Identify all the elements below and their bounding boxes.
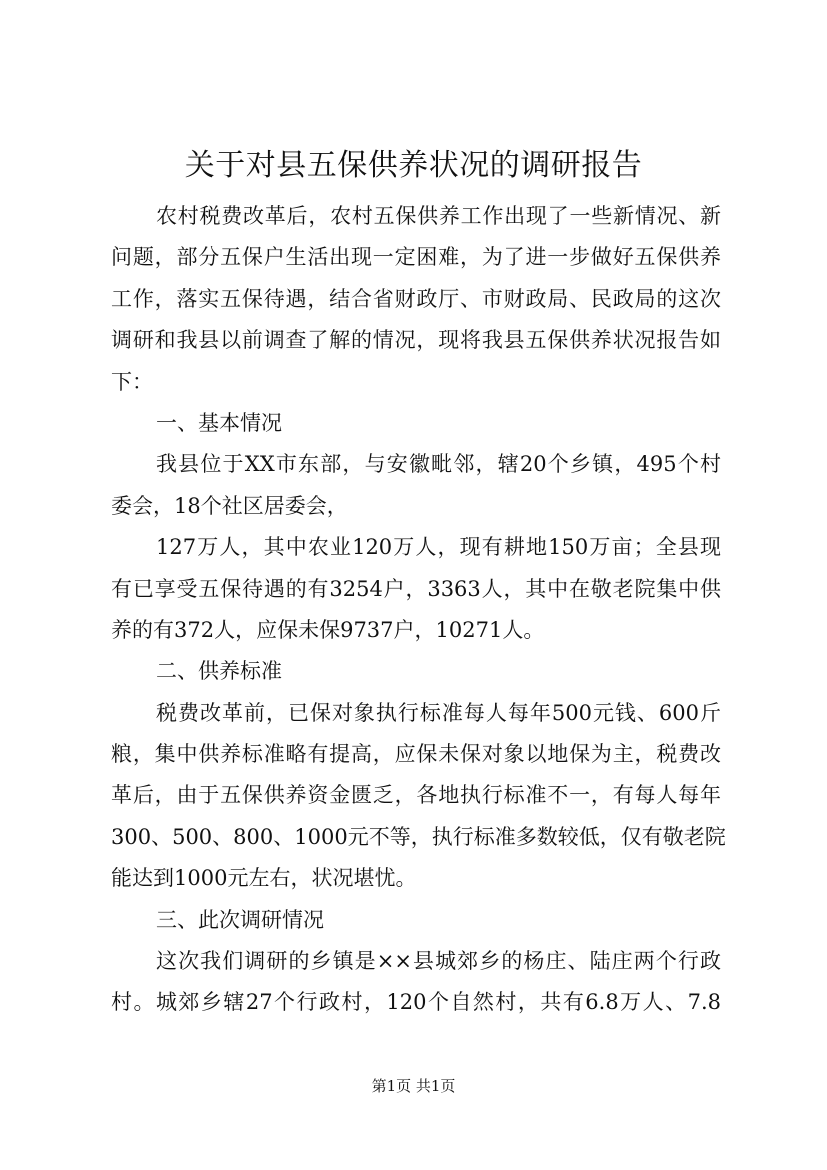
paragraph-line: 300、500、800、1000元不等，执行标准多数较低，仅有敬老院 [111, 824, 726, 849]
paragraph-line: 能达到1000元左右，状况堪忧。 [111, 866, 417, 891]
paragraph-line: 下： [111, 369, 153, 394]
section-heading: 二、供养标准 [156, 659, 282, 684]
paragraph-line: 我县位于XX市东部，与安徽毗邻，辖20个乡镇，495个村 [156, 452, 721, 477]
section-heading: 三、此次调研情况 [156, 907, 324, 932]
paragraph-line: 有已享受五保待遇的有3254户，3363人，其中在敬老院集中供 [111, 576, 721, 601]
paragraph-line: 农村税费改革后，农村五保供养工作出现了一些新情况、新 [156, 204, 721, 228]
paragraph-line: 调研和我县以前调查了解的情况，现将我县五保供养状况报告如 [111, 328, 721, 353]
paragraph-line: 工作，落实五保待遇，结合省财政厅、市财政局、民政局的这次 [111, 286, 721, 311]
paragraph-line: 养的有372人，应保未保9737户，10271人。 [111, 617, 545, 642]
paragraph-line: 村。城郊乡辖27个行政村，120个自然村，共有6.8万人、7.8 [111, 990, 721, 1015]
document-body [111, 196, 726, 1024]
paragraph-line: 税费改革前，已保对象执行标准每人每年500元钱、600斤 [156, 700, 721, 725]
paragraph-line: 127万人，其中农业120万人，现有耕地150万亩；全县现 [156, 535, 721, 560]
paragraph-line: 委会，18个社区居委会， [111, 493, 348, 518]
paragraph-line: 这次我们调研的乡镇是××县城郊乡的杨庄、陆庄两个行政 [156, 949, 721, 974]
page-footer: 第1页 共1页 [371, 1077, 456, 1095]
paragraph-line: 粮，集中供养标准略有提高，应保未保对象以地保为主，税费改 [111, 742, 721, 767]
document-title: 关于对县五保供养状况的调研报告 [184, 148, 643, 183]
paragraph-line: 问题，部分五保户生活出现一定困难，为了进一步做好五保供养 [111, 245, 721, 270]
paragraph-line: 革后，由于五保供养资金匮乏，各地执行标准不一，有每人每年 [111, 783, 721, 808]
section-heading: 一、基本情况 [156, 410, 282, 435]
